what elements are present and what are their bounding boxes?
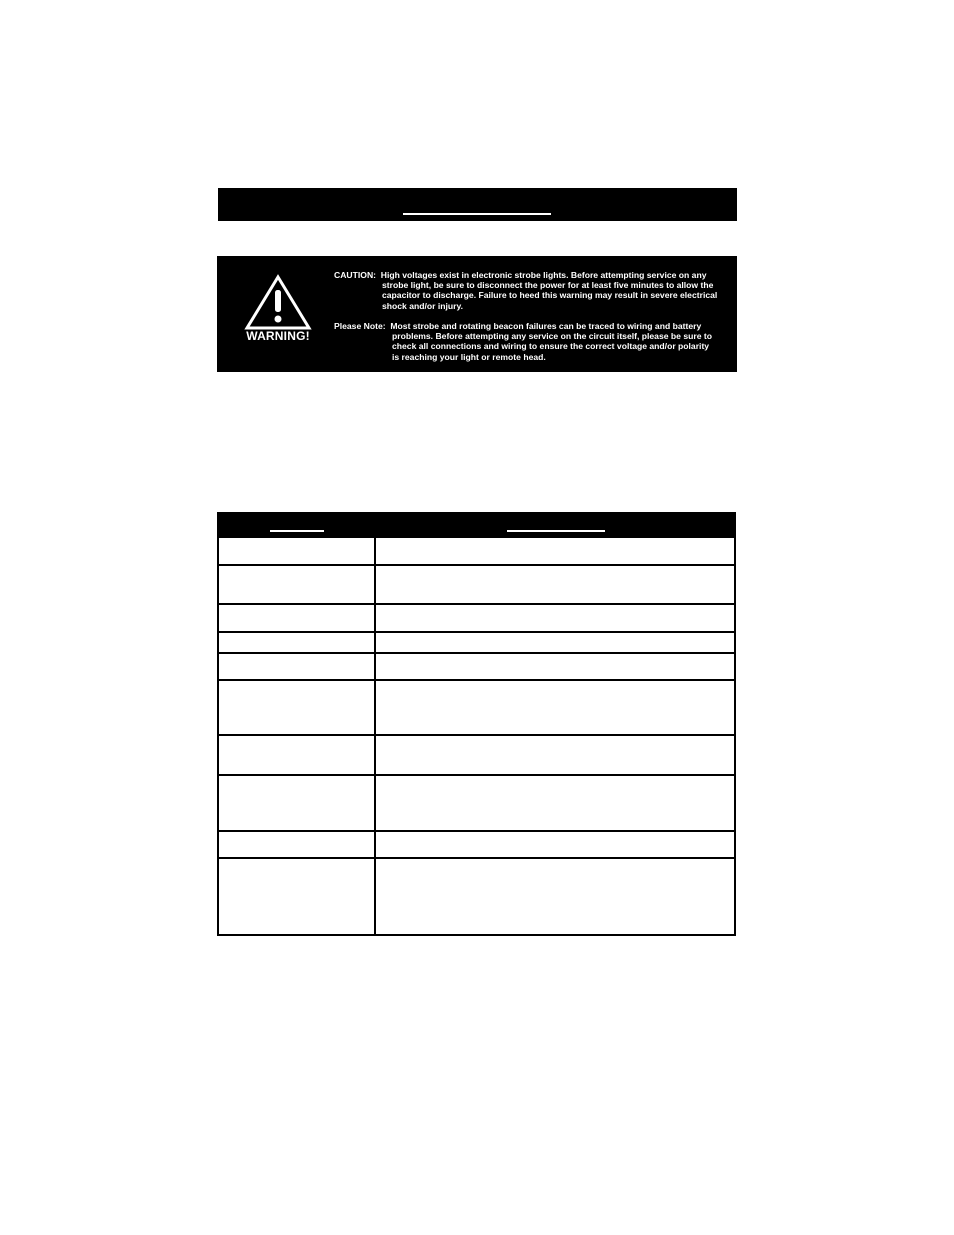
- table-row-divider: [219, 603, 734, 605]
- caution-line: strobe light, be sure to disconnect the power for at least five minutes to allow the: [382, 280, 714, 290]
- warning-box: [217, 256, 737, 372]
- section-title-bar: [218, 188, 737, 221]
- table-header: [219, 514, 734, 538]
- table-row-divider: [219, 734, 734, 736]
- table-row-divider: [219, 857, 734, 859]
- section-title-underline: [403, 213, 551, 215]
- table-row-divider: [219, 652, 734, 654]
- table-row-divider: [219, 564, 734, 566]
- troubleshooting-table: [217, 512, 736, 936]
- table-row-divider: [219, 631, 734, 633]
- caution-line: shock and/or injury.: [382, 300, 464, 311]
- table-row-divider: [219, 679, 734, 681]
- note-line: is reaching your light or remote head.: [392, 351, 546, 362]
- note-line: problems. Before attempting any service on the circuit itself, please be sure to: [392, 331, 712, 341]
- note-line: check all connections and wiring to ensure the correct voltage and/or polarity: [392, 341, 710, 352]
- note-label: Please Note:: [334, 321, 386, 331]
- table-row-divider: [219, 774, 734, 776]
- column-divider: [374, 538, 376, 934]
- caution-continuation: [382, 280, 717, 311]
- header-underline-col-2: [507, 530, 605, 532]
- caution-line: High voltages exist in electronic strobe lights. Before attempting service on any: [380, 270, 707, 280]
- warning-label: WARNING!: [246, 329, 310, 343]
- note-line: Most strobe and rotating beacon failures can be traced to wiring and battery: [390, 321, 702, 331]
- warning-triangle-graphic: [243, 273, 313, 333]
- note-continuation: [392, 331, 712, 362]
- caution-label: CAUTION:: [334, 270, 377, 280]
- caution-line: capacitor to discharge. Failure to heed this warning may result in severe electrical: [382, 290, 718, 301]
- header-underline-col-1: [270, 530, 324, 532]
- caution-first-line: [334, 270, 707, 280]
- note-first-line: [334, 321, 701, 331]
- table-row-divider: [219, 830, 734, 832]
- warning-triangle-icon: [243, 273, 313, 353]
